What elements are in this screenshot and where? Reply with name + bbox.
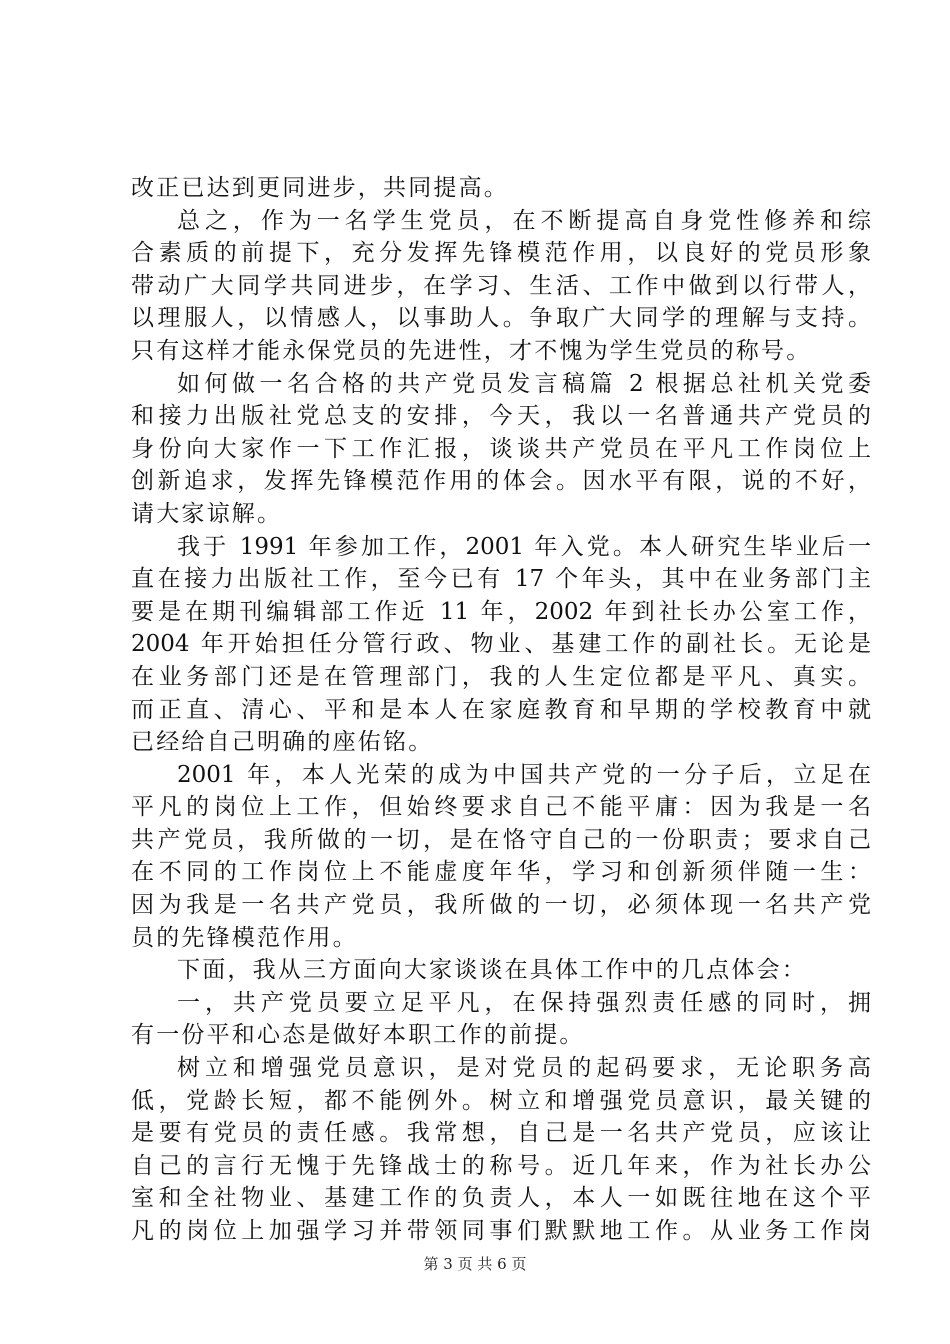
text-line: 合素质的前提下，充分发挥先锋模范作用，以良好的党员形象 <box>131 240 871 267</box>
text-line: 员的先锋模范作用。 <box>131 924 358 951</box>
text-line: 而正直、清心、平和是本人在家庭教育和早期的学校教育中就 <box>131 696 871 723</box>
text-line: 身份向大家作一下工作汇报，谈谈共产党员在平凡工作岗位上 <box>131 435 871 462</box>
document-body <box>131 172 871 1248</box>
text-line: 请大家谅解。 <box>131 500 283 527</box>
text-line: 2001 年，本人光荣的成为中国共产党的一分子后，立足在 <box>177 761 871 788</box>
text-line: 自己的言行无愧于先锋战士的称号。近几年来，作为社长办公 <box>131 1152 871 1179</box>
text-line: 以理服人，以情感人，以事助人。争取广大同学的理解与支持。 <box>131 305 871 332</box>
text-line: 创新追求，发挥先锋模范作用的体会。因水平有限，说的不好， <box>131 468 871 495</box>
text-line: 如何做一名合格的共产党员发言稿篇 2 根据总社机关党委 <box>177 370 871 397</box>
text-line: 共产党员，我所做的一切，是在恪守自己的一份职责；要求自己 <box>131 826 871 853</box>
text-line: 低，党龄长短，都不能例外。树立和增强党员意识，最关键的 <box>131 1087 871 1114</box>
text-line: 只有这样才能永保党员的先进性，才不愧为学生党员的称号。 <box>131 337 812 364</box>
text-line: 因为我是一名共产党员，我所做的一切，必须体现一名共产党 <box>131 892 871 919</box>
text-line: 要是在期刊编辑部工作近 11 年，2002 年到社长办公室工作， <box>131 598 871 625</box>
text-line: 室和全社物业、基建工作的负责人，本人一如既往地在这个平 <box>131 1185 871 1212</box>
text-line: 我于 1991 年参加工作，2001 年入党。本人研究生毕业后一 <box>177 533 871 560</box>
text-line: 在业务部门还是在管理部门，我的人生定位都是平凡、真实。 <box>131 663 871 690</box>
text-line: 树立和增强党员意识，是对党员的起码要求，无论职务高 <box>177 1055 871 1082</box>
text-line: 一，共产党员要立足平凡，在保持强烈责任感的同时，拥 <box>177 989 871 1016</box>
text-line: 有一份平和心态是做好本职工作的前提。 <box>131 1022 585 1049</box>
text-line: 直在接力出版社工作，至今已有 17 个年头，其中在业务部门主 <box>131 566 871 593</box>
text-line: 改正已达到更同进步，共同提高。 <box>131 175 509 201</box>
text-line: 下面，我从三方面向大家谈谈在具体工作中的几点体会： <box>177 957 807 984</box>
text-line: 是要有党员的责任感。我常想，自己是一名共产党员，应该让 <box>131 1120 871 1147</box>
text-line: 和接力出版社党总支的安排，今天，我以一名普通共产党员的 <box>131 403 871 430</box>
text-line: 2004 年开始担任分管行政、物业、基建工作的副社长。无论是 <box>131 631 871 658</box>
text-line: 已经给自己明确的座佑铭。 <box>131 729 434 756</box>
text-line: 带动广大同学共同进步，在学习、生活、工作中做到以行带人， <box>131 272 871 299</box>
page-footer: 第 3 页 共 6 页 <box>423 1255 527 1273</box>
text-line: 总之，作为一名学生党员，在不断提高自身党性修养和综 <box>177 207 871 234</box>
text-line: 在不同的工作岗位上不能虚度年华，学习和创新须伴随一生： <box>131 859 871 886</box>
text-line: 凡的岗位上加强学习并带领同事们默默地工作。从业务工作岗 <box>131 1218 871 1244</box>
text-line: 平凡的岗位上工作，但始终要求自己不能平庸：因为我是一名 <box>131 794 871 821</box>
